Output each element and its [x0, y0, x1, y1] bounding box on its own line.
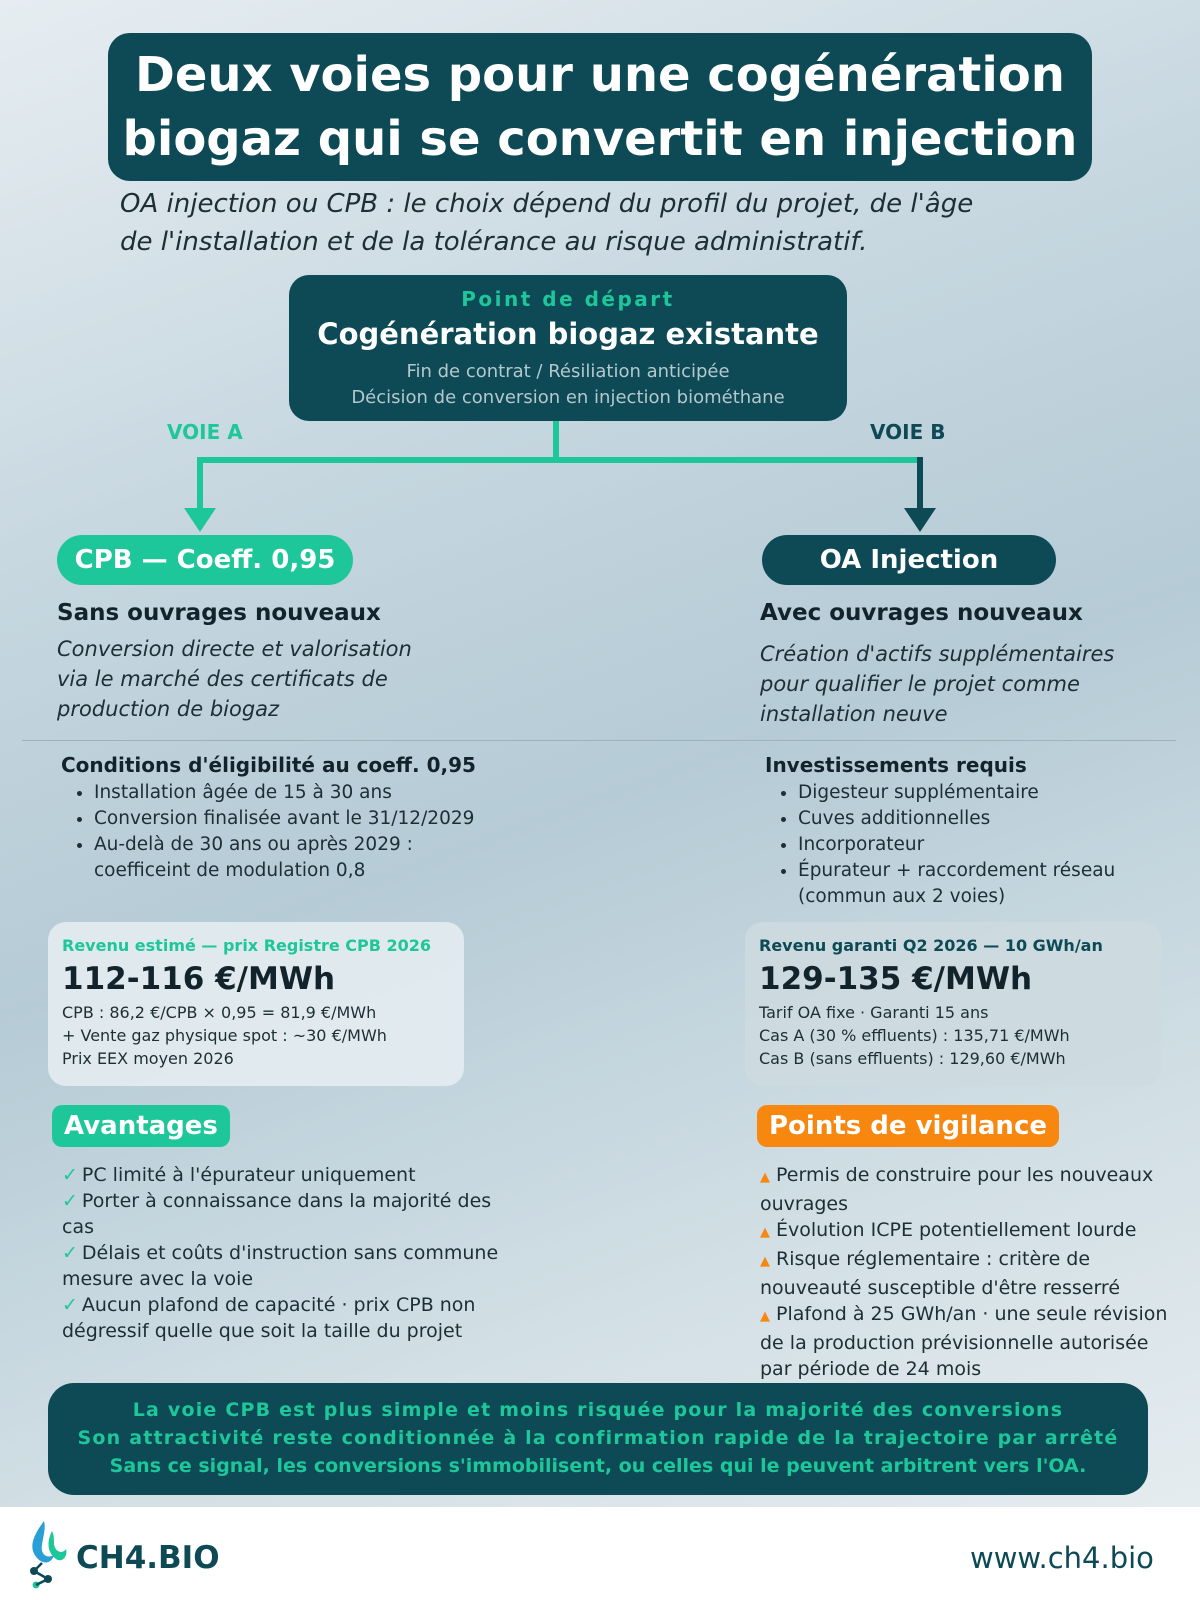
voie-b-desc-line: Création d'actifs supplémentaires: [760, 642, 1115, 666]
revenue-value: 129-135 €/MWh: [759, 961, 1033, 997]
advantage-item: [62, 1188, 512, 1240]
revenue-line: CPB : 86,2 €/CPB × 0,95 = 81,9 €/MWh: [62, 1003, 377, 1022]
advantage-text: Délais et coûts d'instruction sans commune mesure avec la voie: [62, 1242, 499, 1290]
revenue-line: Prix EEX moyen 2026: [62, 1049, 234, 1068]
conclusion-box: [48, 1383, 1148, 1495]
main-title-line1: Deux voies pour une cogénération: [135, 47, 1065, 103]
list-item: • Conversion finalisée avant le 31/12/2029: [94, 806, 504, 832]
warning-icon: ▲: [760, 1225, 770, 1240]
advantage-text: Aucun plafond de capacité · prix CPB non dégressif quelle que soit la taille du projet: [62, 1294, 476, 1342]
investments-list: [778, 780, 1178, 910]
revenue-kicker: Revenu garanti Q2 2026 — 10 GWh/an: [759, 936, 1103, 955]
vigilance-text: Permis de construire pour les nouveaux ouvrages: [760, 1164, 1154, 1215]
warning-icon: ▲: [760, 1254, 770, 1269]
voie-a-pill: CPB — Coeff. 0,95: [57, 535, 353, 585]
voie-b-pill: OA Injection: [762, 535, 1056, 585]
list-item: • Installation âgée de 15 à 30 ans: [94, 780, 504, 806]
revenue-card-b: [745, 922, 1161, 1086]
check-icon: ✓: [62, 1294, 78, 1316]
logo-wordmark: CH4.BIO: [76, 1540, 220, 1576]
section-divider: [22, 740, 1176, 741]
advantage-text: PC limité à l'épurateur uniquement: [81, 1164, 416, 1186]
vigilance-text: Risque réglementaire : critère de nouveauté susceptible d'être resserré: [760, 1248, 1121, 1299]
main-title-line2: biogaz qui se convertit en injection: [122, 111, 1078, 167]
branch-connector: [0, 0, 1200, 560]
advantages-list: [62, 1162, 512, 1344]
vigilance-item: [760, 1217, 1180, 1246]
voie-a-desc-line: production de biogaz: [57, 697, 280, 721]
voie-b-description: [760, 639, 1180, 729]
voie-b-heading: Avec ouvrages nouveaux: [760, 600, 1083, 626]
vigilance-tag: Points de vigilance: [757, 1105, 1059, 1147]
voie-a-label: VOIE A: [167, 420, 243, 444]
vigilance-item: [760, 1246, 1180, 1301]
warning-icon: ▲: [760, 1170, 770, 1185]
start-title: Cogénération biogaz existante: [317, 317, 819, 351]
advantage-item: [62, 1292, 512, 1344]
voie-a-desc-line: Conversion directe et valorisation: [57, 637, 412, 661]
revenue-value: 112-116 €/MWh: [62, 961, 336, 997]
subtitle-line1: OA injection ou CPB : le choix dépend du profil du projet, de l'âge: [120, 189, 974, 219]
check-icon: ✓: [62, 1242, 78, 1264]
arrow-b-head: [904, 508, 936, 532]
website-url[interactable]: www.ch4.bio: [970, 1541, 1154, 1575]
conclusion-line1: La voie CPB est plus simple et moins risquée pour la majorité des conversions: [132, 1399, 1064, 1421]
revenue-line: Tarif OA fixe · Garanti 15 ans: [759, 1003, 989, 1022]
start-line1: Fin de contrat / Résiliation anticipée: [406, 361, 730, 382]
voie-a-description: [57, 634, 477, 724]
warning-icon: ▲: [760, 1309, 770, 1324]
vigilance-item: [760, 1162, 1180, 1217]
start-kicker: Point de départ: [461, 287, 675, 311]
conditions-list: [74, 780, 504, 884]
list-item: • Incorporateur: [798, 832, 1178, 858]
revenue-line: Cas B (sans effluents) : 129,60 €/MWh: [759, 1049, 1066, 1068]
vigilance-list: [760, 1162, 1180, 1382]
voie-b-desc-line: pour qualifier le projet comme: [760, 672, 1080, 696]
list-item: • Épurateur + raccordement réseau (commun aux 2 voies): [798, 858, 1178, 910]
vigilance-item: [760, 1301, 1180, 1382]
voie-b-desc-line: installation neuve: [760, 702, 948, 726]
check-icon: ✓: [62, 1190, 78, 1212]
ch4-logo-icon: [22, 1519, 74, 1591]
voie-b-label: VOIE B: [870, 420, 946, 444]
conditions-heading: Conditions d'éligibilité au coeff. 0,95: [61, 753, 476, 777]
advantage-item: [62, 1162, 512, 1188]
start-line2: Décision de conversion en injection biométhane: [351, 387, 785, 408]
revenue-kicker: Revenu estimé — prix Registre CPB 2026: [62, 936, 432, 955]
voie-a-desc-line: via le marché des certificats de: [57, 667, 388, 691]
advantage-item: [62, 1240, 512, 1292]
list-item: • Cuves additionnelles: [798, 806, 1178, 832]
subtitle-line2: de l'installation et de la tolérance au risque administratif.: [120, 227, 868, 257]
arrow-a-head: [184, 508, 216, 532]
advantages-tag: Avantages: [52, 1105, 230, 1147]
conclusion-line3: Sans ce signal, les conversions s'immobilisent, ou celles qui le peuvent arbitrent vers l'OA.: [109, 1455, 1087, 1477]
advantage-text: Porter à connaissance dans la majorité des cas: [62, 1190, 492, 1238]
conclusion-line2: Son attractivité reste conditionnée à la confirmation rapide de la trajectoire par arrêté: [77, 1427, 1119, 1449]
list-item: • Au-delà de 30 ans ou après 2029 : coefficeint de modulation 0,8: [94, 832, 504, 884]
revenue-line: + Vente gaz physique spot : ~30 €/MWh: [62, 1026, 387, 1045]
vigilance-text: Plafond à 25 GWh/an · une seule révision de la production prévisionnelle autorisée par période de 24 mois: [760, 1303, 1168, 1380]
vigilance-text: Évolution ICPE potentiellement lourde: [776, 1219, 1137, 1241]
revenue-card-a: [48, 922, 464, 1086]
investments-heading: Investissements requis: [765, 753, 1027, 777]
check-icon: ✓: [62, 1164, 78, 1186]
voie-a-heading: Sans ouvrages nouveaux: [57, 600, 381, 626]
list-item: • Digesteur supplémentaire: [798, 780, 1178, 806]
revenue-line: Cas A (30 % effluents) : 135,71 €/MWh: [759, 1026, 1070, 1045]
